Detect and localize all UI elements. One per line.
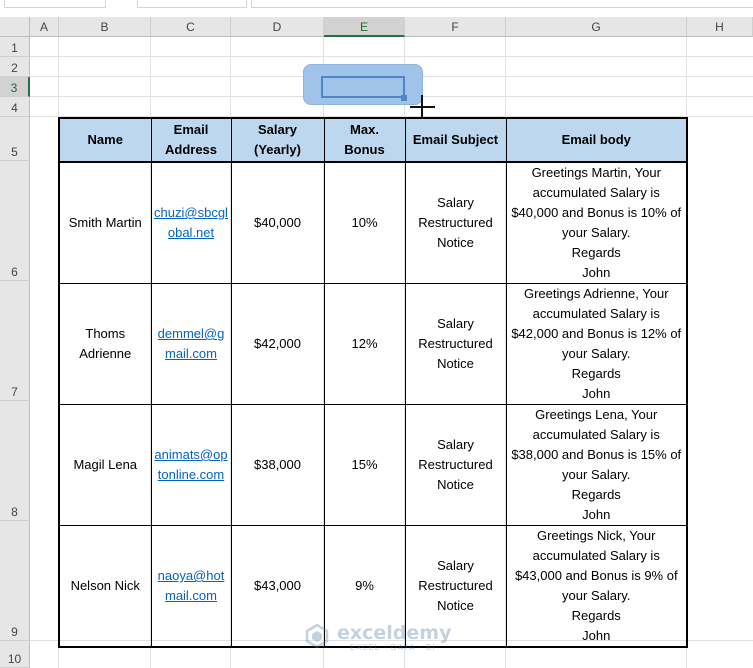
cell-bonus[interactable]: 9%	[324, 526, 405, 648]
formula-controls[interactable]	[137, 0, 247, 8]
select-all-corner[interactable]	[0, 17, 30, 37]
cell-subject[interactable]: Salary Restructured Notice	[405, 162, 506, 284]
column-header-c[interactable]: C	[151, 17, 231, 37]
header-email-body: Email body	[506, 118, 687, 162]
cell-email[interactable]	[151, 162, 231, 284]
row-header-3[interactable]: 3	[0, 77, 30, 97]
cell-name[interactable]: Smith Martin	[59, 162, 151, 284]
cell-bonus[interactable]: 10%	[324, 162, 405, 284]
header-salary: Salary (Yearly)	[231, 118, 324, 162]
watermark-name: exceldemy	[337, 622, 452, 644]
table-row	[59, 162, 687, 284]
row-header-1[interactable]: 1	[0, 37, 30, 57]
column-header-d[interactable]: D	[231, 17, 324, 37]
email-link[interactable]: naoya@hotmail.com	[157, 568, 225, 603]
cell-bonus[interactable]: 12%	[324, 284, 405, 405]
cell-body[interactable]: Greetings Nick, Your accumulated Salary is $43,000 and Bonus is 9% of your Salary. Regards John	[506, 526, 687, 648]
table-row	[59, 405, 687, 526]
row-header-4[interactable]: 4	[0, 97, 30, 117]
column-header-g[interactable]: G	[506, 17, 687, 37]
resize-handle[interactable]	[401, 95, 407, 101]
cell-email[interactable]	[151, 405, 231, 526]
cell-salary[interactable]: $43,000	[231, 526, 324, 648]
column-header-h[interactable]: H	[687, 17, 753, 37]
cell-body[interactable]: Greetings Adrienne, Your accumulated Salary is $42,000 and Bonus is 12% of your Salary. Regards John	[506, 284, 687, 405]
header-max-bonus: Max. Bonus	[324, 118, 405, 162]
cell-salary[interactable]: $40,000	[231, 162, 324, 284]
row-header-8[interactable]: 8	[0, 401, 30, 521]
row-header-10[interactable]: 10	[0, 641, 30, 668]
cell-name[interactable]: Thoms Adrienne	[59, 284, 151, 405]
email-link[interactable]: chuzi@sbcglobal.net	[154, 205, 228, 240]
cell-email[interactable]	[151, 526, 231, 648]
cell-body[interactable]: Greetings Lena, Your accumulated Salary is $38,000 and Bonus is 15% of your Salary. Regards John	[506, 405, 687, 526]
column-header-a[interactable]: A	[30, 17, 59, 37]
email-data-table	[58, 117, 688, 648]
row-header-2[interactable]: 2	[0, 57, 30, 77]
cell-subject[interactable]: Salary Restructured Notice	[405, 284, 506, 405]
exceldemy-watermark	[305, 622, 455, 654]
cell-body[interactable]: Greetings Martin, Your accumulated Salary is $40,000 and Bonus is 10% of your Salary. Regards John	[506, 162, 687, 284]
row-header-5[interactable]: 5	[0, 117, 30, 161]
cell-salary[interactable]: $38,000	[231, 405, 324, 526]
cell-name[interactable]: Nelson Nick	[59, 526, 151, 648]
shape-text-box[interactable]	[321, 76, 405, 98]
cell-bonus[interactable]: 15%	[324, 405, 405, 526]
formula-input[interactable]	[251, 0, 753, 8]
column-header-e[interactable]: E	[324, 17, 405, 37]
row-header-9[interactable]: 9	[0, 521, 30, 641]
cell-subject[interactable]: Salary Restructured Notice	[405, 526, 506, 648]
column-header-b[interactable]: B	[59, 17, 151, 37]
cell-subject[interactable]: Salary Restructured Notice	[405, 405, 506, 526]
email-link[interactable]: demmel@gmail.com	[157, 326, 225, 361]
row-header-7[interactable]: 7	[0, 281, 30, 401]
exceldemy-logo-icon	[305, 624, 329, 648]
row-header-6[interactable]: 6	[0, 161, 30, 281]
cell-salary[interactable]: $42,000	[231, 284, 324, 405]
email-link[interactable]: animats@optonline.com	[154, 447, 228, 482]
header-email-address: Email Address	[151, 118, 231, 162]
column-header-f[interactable]: F	[405, 17, 506, 37]
header-name: Name	[59, 118, 151, 162]
name-box[interactable]	[4, 0, 106, 8]
formula-bar-area	[0, 0, 753, 17]
cell-email[interactable]	[151, 284, 231, 405]
table-row	[59, 284, 687, 405]
cell-name[interactable]: Magil Lena	[59, 405, 151, 526]
header-email-subject: Email Subject	[405, 118, 506, 162]
watermark-tagline: EXCEL · DATA · BI	[350, 643, 436, 652]
